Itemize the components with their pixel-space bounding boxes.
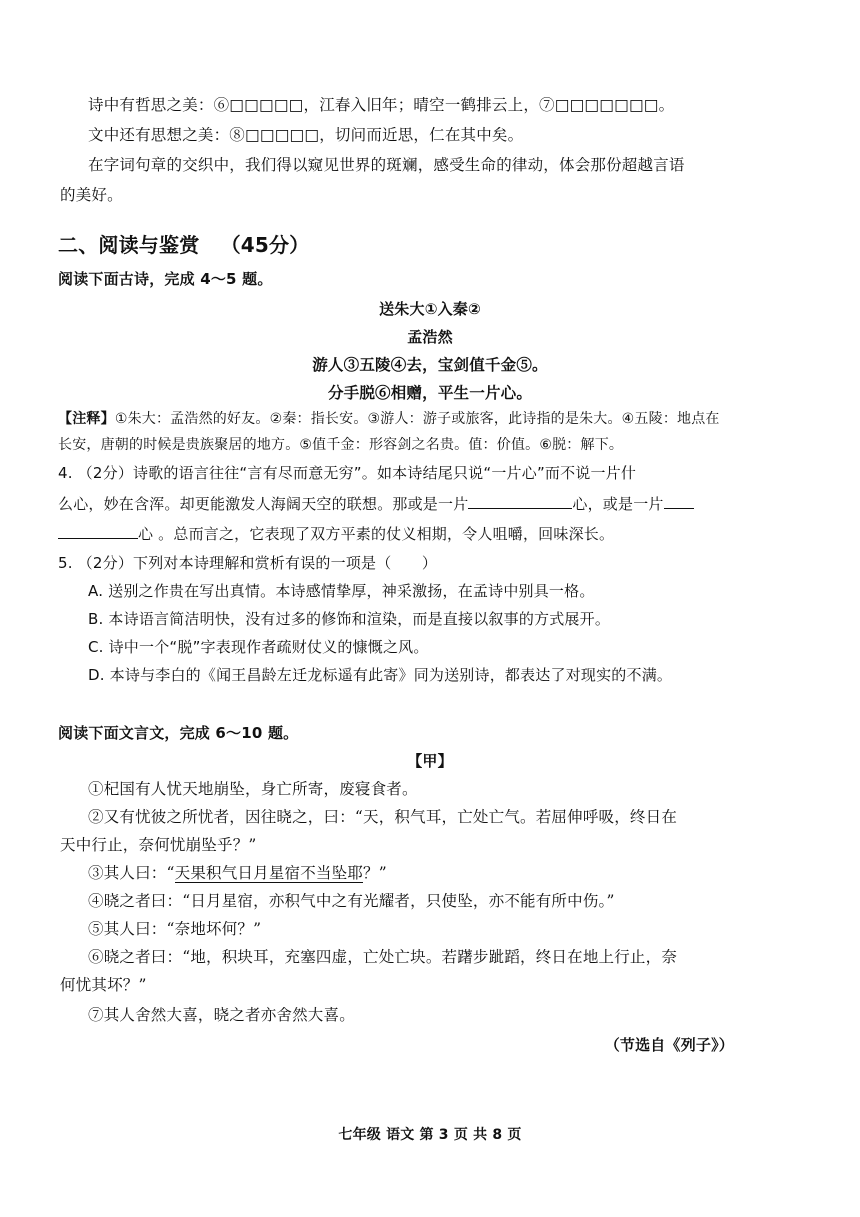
q4-line-3 <box>58 522 800 545</box>
section-title: 二、阅读与鉴赏 <box>58 233 200 257</box>
classical-p4: ④晓之者曰：“日月星宿，亦积气中之有光耀者，只使坠，亦不能有所中伤。” <box>88 892 615 910</box>
poem-line-2: 分手脱⑥相赠，平生一片心。 <box>327 383 533 402</box>
answer-blank-1[interactable] <box>468 492 572 509</box>
q4-line-2 <box>58 492 800 515</box>
p3-underlined-sentence: 天果积气日月星宿不当坠耶 <box>174 864 364 882</box>
poem-author: 孟浩然 <box>407 328 453 346</box>
answer-blank-2-end[interactable] <box>58 522 138 539</box>
classical-p2-b: 天中行止，奈何忧崩坠乎？” <box>60 836 257 854</box>
classical-p6-a: ⑥晓之者曰：“地，积块耳，充塞四虚，亡处亡块。若躇步跐蹈，终日在地上行止，奈 <box>88 948 678 966</box>
q5-stem: 5. （2分）下列对本诗理解和赏析有误的一项是（ ） <box>58 554 438 572</box>
classical-p1: ①杞国有人忧天地崩坠，身亡所寄，废寝食者。 <box>88 780 418 798</box>
intro-line-2: 文中还有思想之美：⑧□□□□□，切问而近思，仁在其中矣。 <box>88 126 524 144</box>
p3-prefix: ③其人曰：“ <box>88 864 175 882</box>
answer-blank-2-start[interactable] <box>664 492 694 509</box>
classical-p6-b: 何忧其坏？” <box>60 976 147 994</box>
notes-text-1: ①朱大：孟浩然的好友。②秦：指长安。③游人：游子或旅客，此诗指的是朱大。④五陵：地点在 <box>114 411 720 427</box>
poem-title: 送朱大①入秦② <box>379 300 481 318</box>
page-footer: 七年级 语文 第 3 页 共 8 页 <box>338 1127 522 1143</box>
intro-line-3: 在字词句章的交织中，我们得以窥见世界的斑斓，感受生命的律动，体会那份超越言语 <box>88 156 685 174</box>
classical-source: （节选自《列子》） <box>604 1036 734 1054</box>
intro-line-1: 诗中有哲思之美：⑥□□□□□，江春入旧年；晴空一鹤排云上，⑦□□□□□□□。 <box>88 96 675 114</box>
p3-suffix: ？” <box>363 864 387 882</box>
poem-notes-line-2: 长安，唐朝的时候是贵族聚居的地方。⑤值千金：形容剑之名贵。值：价值。⑥脱：解下。 <box>58 437 624 453</box>
instruction-poem: 阅读下面古诗，完成 4～5 题。 <box>58 270 273 288</box>
section-heading <box>58 234 800 256</box>
q5-option-c[interactable]: C. 诗中一个“脱”字表现作者疏财仗义的慷慨之风。 <box>88 638 429 656</box>
poem-line-1: 游人③五陵④去，宝剑值千金⑤。 <box>312 355 548 374</box>
q4-line-1: 4. （2分）诗歌的语言往往“言有尽而意无穷”。如本诗结尾只说“一片心”而不说一片什 <box>58 464 637 482</box>
notes-label: 【注释】 <box>58 411 115 427</box>
instruction-classical: 阅读下面文言文，完成 6～10 题。 <box>58 724 299 742</box>
classical-p7: ⑦其人舍然大喜，晓之者亦舍然大喜。 <box>88 1006 355 1024</box>
classical-p3 <box>88 862 800 884</box>
section-score: （45分） <box>220 233 310 257</box>
classical-p2-a: ②又有忧彼之所忧者，因往晓之，曰：“天，积气耳，亡处亡气。若屈伸呼吸，终日在 <box>88 808 678 826</box>
q4-line-3-text: 心 。总而言之，它表现了双方平素的仗义相期，令人咀嚼，回味深长。 <box>138 525 615 543</box>
q4-line-2-text-a: 么心，妙在含浑。却更能激发人海阔天空的联想。那或是一片 <box>58 495 469 513</box>
q4-line-2-text-b: 心，或是一片 <box>572 495 664 513</box>
q5-option-d[interactable]: D. 本诗与李白的《闻王昌龄左迁龙标遥有此寄》同为送别诗，都表达了对现实的不满。 <box>88 666 673 684</box>
classical-label: 【甲】 <box>407 752 453 770</box>
q5-option-b[interactable]: B. 本诗语言简洁明快，没有过多的修饰和渲染，而是直接以叙事的方式展开。 <box>88 610 611 628</box>
poem-notes-line-1 <box>58 408 800 430</box>
classical-p5: ⑤其人曰：“奈地坏何？” <box>88 920 262 938</box>
q5-option-a[interactable]: A. 送别之作贵在写出真情。本诗感情挚厚，神采激扬，在孟诗中别具一格。 <box>88 582 595 600</box>
intro-line-4: 的美好。 <box>60 186 123 204</box>
